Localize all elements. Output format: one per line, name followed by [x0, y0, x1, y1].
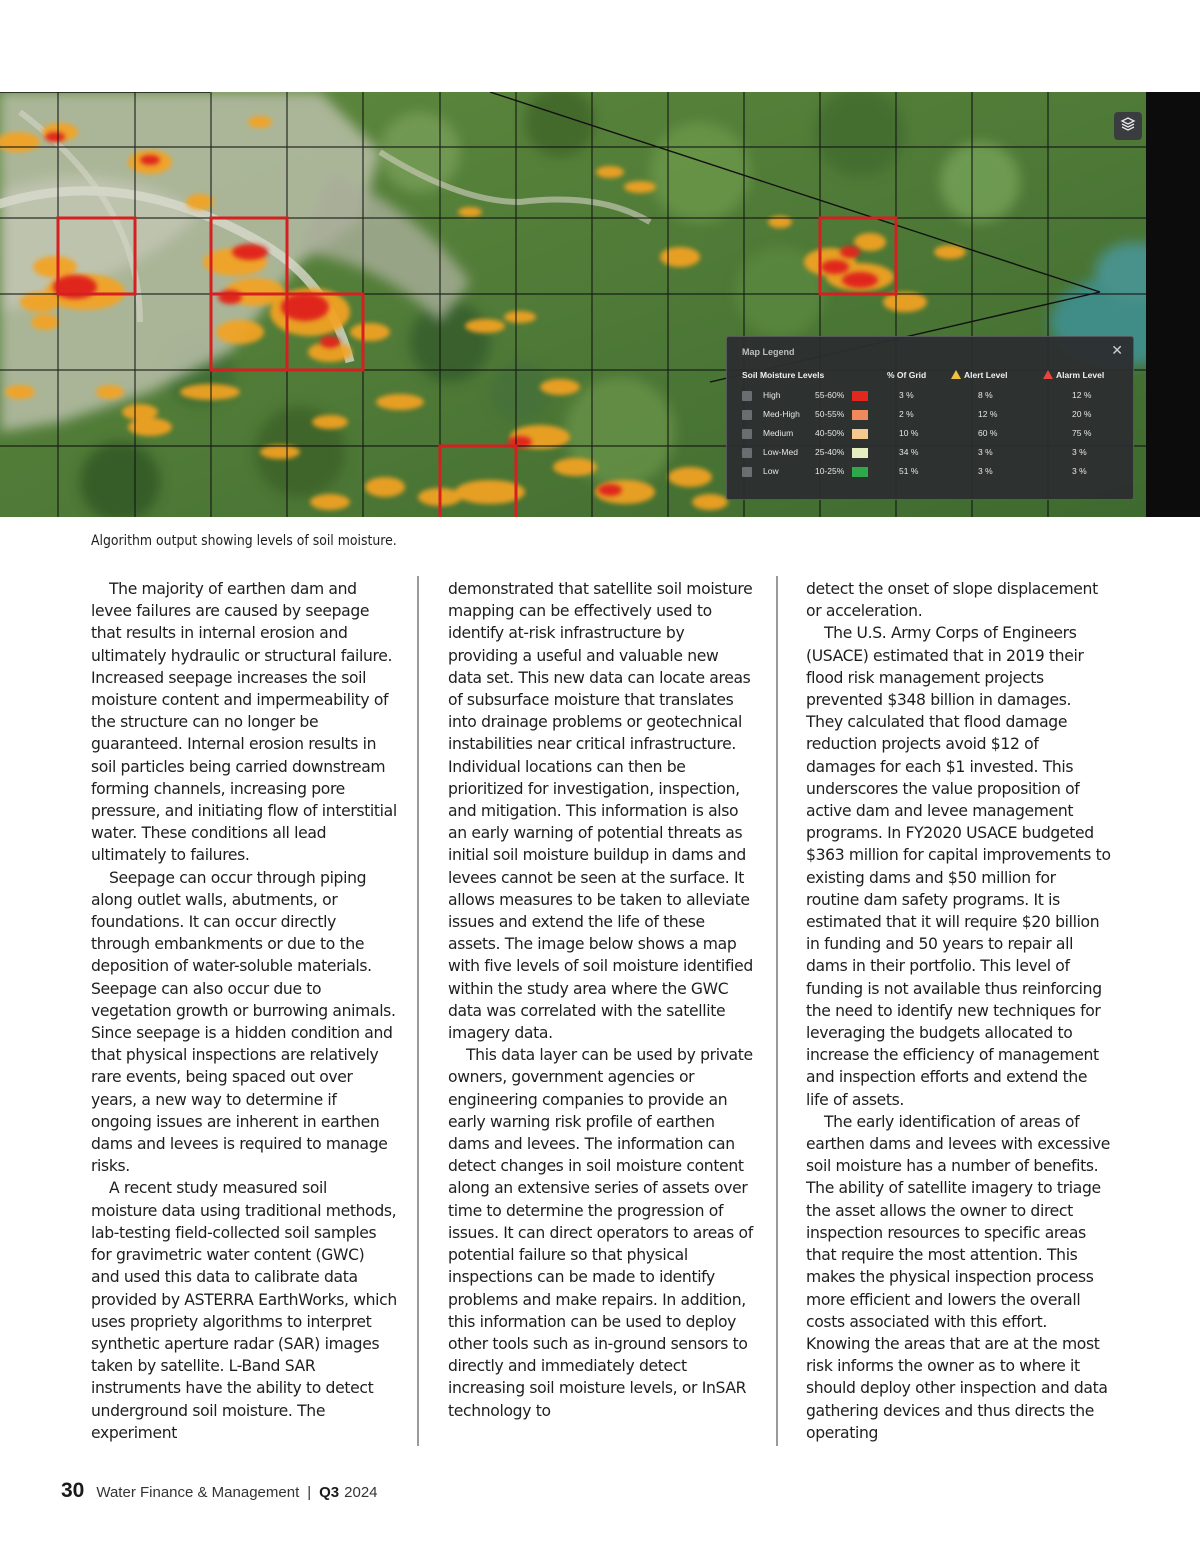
legend-checkbox[interactable] — [742, 391, 752, 401]
legend-header-alarm: Alarm Level — [1043, 370, 1104, 380]
paragraph: demonstrated that satellite soil moisture mapping can be effectively used to identify at-risk infrastructure by providing a useful and valuable new data set. This new data can locate areas of subsurface moisture that translates into drainage problems or geotechnical instabilities near critical infrastructure. Individual locations can then be prioritized for investigation, inspection, and mitigation. This information is also an early warning of potential threats as initial soil moisture buildup in dams and levees cannot be seen at the surface. It allows measures to be taken to alleviate issues and extend the life of these assets. The image below shows a map with five levels of soil moisture identified within the study area where the GWC data was correlated with the satellite imagery data. — [448, 580, 753, 1043]
legend-level-range: 50-55% — [815, 409, 845, 419]
legend-level-name: Low — [763, 466, 779, 476]
paragraph: The majority of earthen dam and levee failures are caused by seepage that results in internal erosion and ultimately hydraulic or structural failure. Increased seepage increases the soil moisture content and impermeability of the structure can no longer be guaranteed. Internal erosion results in soil particles being carried downstream forming channels, increasing pore pressure, and initiating flow of interstitial water. These conditions all lead ultimately to failures. — [91, 580, 397, 865]
page-number: 30 — [61, 1479, 85, 1502]
legend-color-swatch — [852, 410, 868, 420]
issue-quarter: Q3 — [319, 1484, 340, 1501]
legend-level-name: Medium — [763, 428, 794, 438]
legend-row-low — [727, 464, 1133, 480]
paragraph: A recent study measured soil moisture data using traditional methods, lab-testing field-collected soil samples for gravimetric water content (GWC) and used this data to calibrate data provided by ASTERRA EarthWorks, which uses propriety algorithms to interpret synthetic aperture radar (SAR) images taken by satellite. L-Band SAR instruments have the ability to detect underground soil moisture. The experiment — [91, 1179, 397, 1442]
paragraph: Seepage can occur through piping along outlet walls, abutments, or foundations. It can occur directly through embankments or due to the deposition of water-soluble materials. Seepage can also occur due to vegetation growth or burrowing animals. Since seepage is a hidden condition and that physical inspections are relatively rare events, being spaced out over years, a new way to determine if ongoing issues are inherent in earthen dams and levees is required to manage risks. — [91, 868, 396, 1176]
legend-checkbox[interactable] — [742, 448, 752, 458]
legend-color-swatch — [852, 429, 868, 439]
footer-separator: | — [307, 1484, 312, 1501]
figure-caption: Algorithm output showing levels of soil moisture. — [91, 533, 397, 549]
legend-checkbox[interactable] — [742, 429, 752, 439]
legend-grid-pct: 10 % — [899, 428, 919, 438]
legend-color-swatch — [852, 391, 868, 401]
publication-name: Water Finance & Management — [96, 1484, 300, 1501]
legend-row-high — [727, 388, 1133, 404]
legend-level-range: 25-40% — [815, 447, 845, 457]
legend-grid-pct: 34 % — [899, 447, 919, 457]
legend-row-medium — [727, 426, 1133, 442]
legend-alarm-pct: 20 % — [1072, 409, 1092, 419]
legend-level-range: 10-25% — [815, 466, 845, 476]
legend-alert-pct: 12 % — [978, 409, 998, 419]
column-divider — [776, 576, 778, 1446]
legend-color-swatch — [852, 448, 868, 458]
legend-alert-pct: 60 % — [978, 428, 998, 438]
legend-row-med-high — [727, 407, 1133, 423]
legend-level-name: Low-Med — [763, 447, 798, 457]
layers-icon — [1120, 116, 1136, 137]
legend-alarm-pct: 12 % — [1072, 390, 1092, 400]
paragraph: The U.S. Army Corps of Engineers (USACE) estimated that in 2019 their flood risk management projects prevented $348 billion in damages. They calculated that flood damage reduction projects avoid $12 of damages for each $1 invested. This underscores the value proposition of active dam and levee management programs. In FY2020 USACE budgeted $363 million for capital improvements to existing dams and $50 million for routine dam safety programs. It is estimated that it will require $20 billion in funding and 50 years to repair all dams in their portfolio. This level of funding is not available thus reinforcing the need to identify new techniques for leveraging the budgets allocated to increase the efficiency of management and inspection efforts and extend the life of assets. — [806, 624, 1111, 1109]
legend-alarm-pct: 3 % — [1072, 447, 1087, 457]
legend-grid-pct: 3 % — [899, 390, 914, 400]
legend-header-level: Soil Moisture Levels — [742, 370, 825, 380]
legend-checkbox[interactable] — [742, 410, 752, 420]
legend-checkbox[interactable] — [742, 467, 752, 477]
legend-title: Map Legend — [742, 347, 795, 357]
paragraph: The early identification of areas of earthen dams and levees with excessive soil moisture has a number of benefits. The ability of satellite imagery to triage the asset allows the owner to direct inspection resources to specific areas that require the most attention. This makes the physical inspection process more efficient and lowers the overall costs associated with this effort. Knowing the areas that are at the most risk informs the owner as to where it should deploy other inspection and data gathering devices and thus directs the operating — [806, 1112, 1111, 1442]
article-column-3 — [806, 578, 1112, 1444]
layers-button[interactable] — [1114, 112, 1142, 140]
legend-header-row — [727, 370, 1133, 384]
legend-grid-pct: 2 % — [899, 409, 914, 419]
legend-alarm-pct: 75 % — [1072, 428, 1092, 438]
alarm-triangle-icon — [1043, 370, 1053, 379]
article-column-1 — [91, 578, 397, 1444]
legend-alert-pct: 3 % — [978, 447, 993, 457]
column-divider — [417, 576, 419, 1446]
map-legend — [726, 336, 1134, 500]
legend-header-alert: Alert Level — [951, 370, 1007, 380]
map-edge-strip — [1146, 92, 1200, 517]
close-icon[interactable]: ✕ — [1111, 342, 1123, 358]
legend-level-name: High — [763, 390, 781, 400]
legend-level-range: 55-60% — [815, 390, 845, 400]
soil-moisture-map-figure — [0, 92, 1200, 517]
legend-color-swatch — [852, 467, 868, 477]
page-footer — [61, 1479, 378, 1505]
legend-alert-pct: 8 % — [978, 390, 993, 400]
legend-row-low-med — [727, 445, 1133, 461]
legend-header-pct-grid: % Of Grid — [887, 370, 927, 380]
warning-triangle-icon — [951, 370, 961, 379]
legend-grid-pct: 51 % — [899, 466, 919, 476]
legend-alarm-pct: 3 % — [1072, 466, 1087, 476]
issue-year: 2024 — [344, 1484, 378, 1501]
legend-level-range: 40-50% — [815, 428, 845, 438]
paragraph: This data layer can be used by private owners, government agencies or engineering companies to provide an early warning risk profile of earthen dams and levees. The information can detect changes in soil moisture content along an extensive series of assets over time to determine the progression of issues. It can direct operators to areas of potential failure so that physical inspections can be made to identify problems and make repairs. In addition, this information can be used to deploy other tools such as in-ground sensors to directly and immediately detect increasing soil moisture levels, or InSAR technology to — [448, 1046, 753, 1420]
paragraph: detect the onset of slope displacement or acceleration. — [806, 580, 1098, 621]
legend-level-name: Med-High — [763, 409, 800, 419]
legend-alert-pct: 3 % — [978, 466, 993, 476]
article-column-2 — [448, 578, 754, 1422]
